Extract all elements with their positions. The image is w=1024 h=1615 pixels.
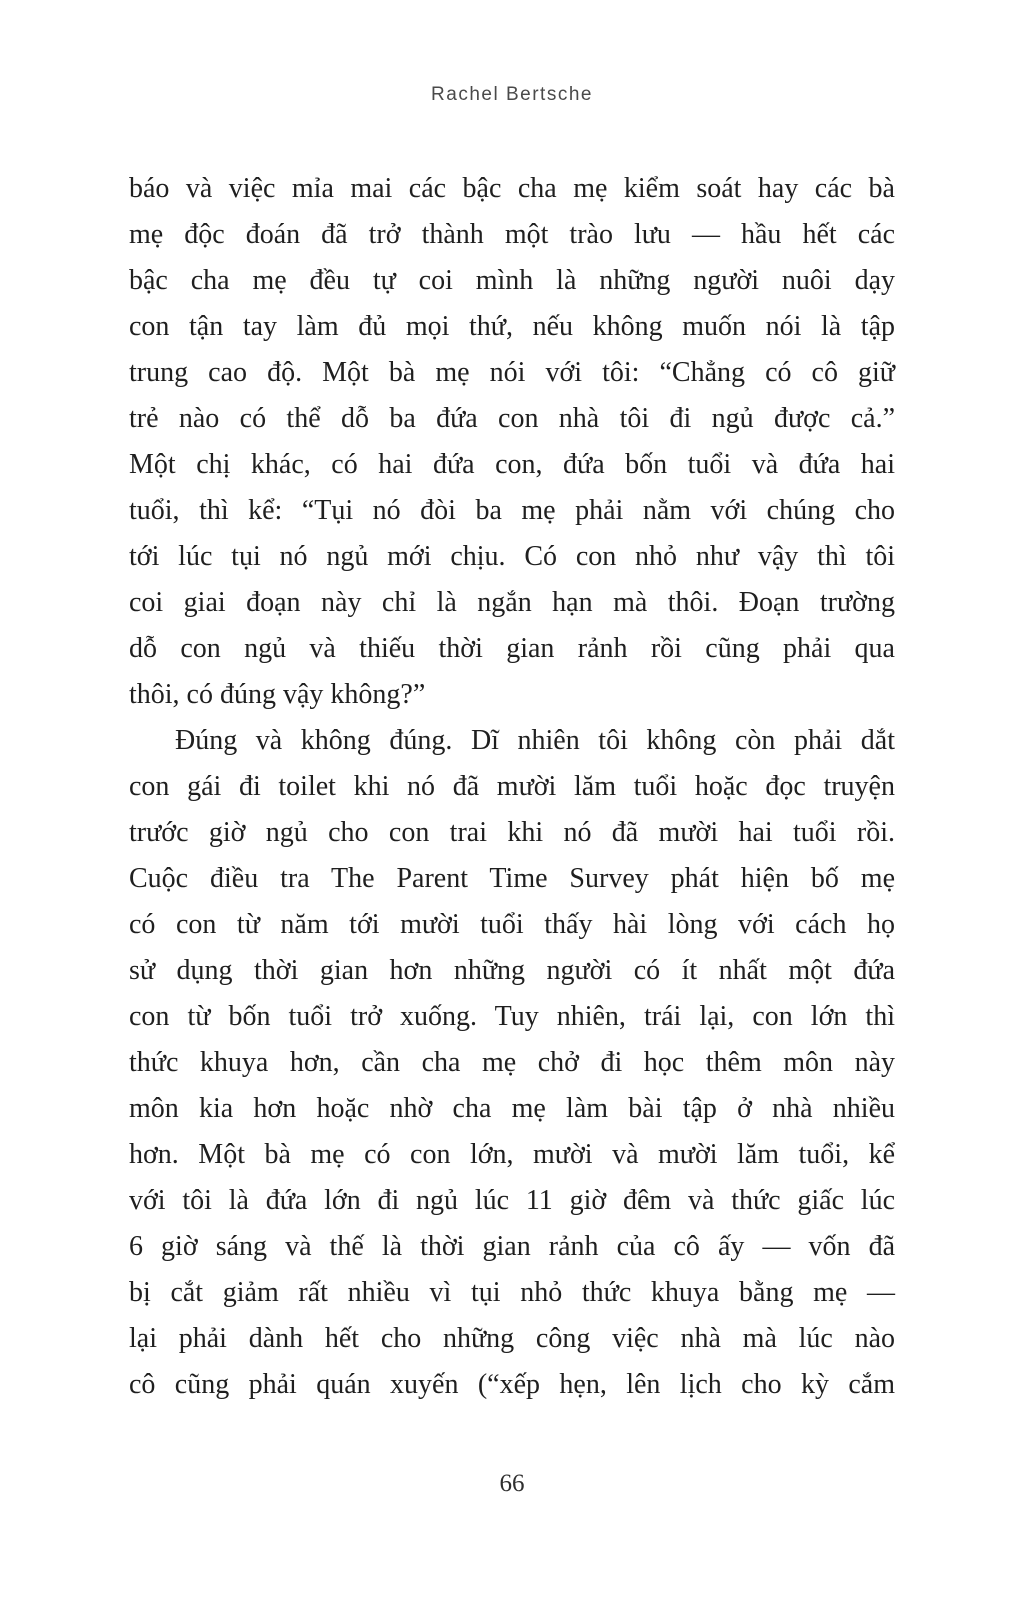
- text-line: tới lúc tụi nó ngủ mới chịu. Có con nhỏ như vậy thì tôi: [129, 541, 895, 572]
- text-line: con từ bốn tuổi trở xuống. Tuy nhiên, trái lại, con lớn thì: [129, 1001, 895, 1032]
- text-line: sử dụng thời gian hơn những người có ít nhất một đứa: [129, 955, 895, 986]
- text-line: môn kia hơn hoặc nhờ cha mẹ làm bài tập ở nhà nhiều: [129, 1093, 895, 1124]
- text-line: thức khuya hơn, cần cha mẹ chở đi học thêm môn này: [129, 1047, 895, 1078]
- text-line: Cuộc điều tra The Parent Time Survey phát hiện bố mẹ: [129, 863, 895, 894]
- text-line: con tận tay làm đủ mọi thứ, nếu không muốn nói là tập: [129, 311, 895, 342]
- text-line: mẹ độc đoán đã trở thành một trào lưu — hầu hết các: [129, 219, 895, 250]
- page-number: 66: [499, 1470, 525, 1497]
- body-text: [129, 166, 895, 1408]
- paragraph: [129, 166, 895, 718]
- paragraph: [129, 718, 895, 1408]
- text-line: tuổi, thì kể: “Tụi nó đòi ba mẹ phải nằm với chúng cho: [129, 495, 895, 526]
- text-line: trẻ nào có thể dỗ ba đứa con nhà tôi đi ngủ được cả.”: [129, 403, 895, 434]
- text-line: trung cao độ. Một bà mẹ nói với tôi: “Chẳng có cô giữ: [129, 357, 895, 388]
- text-line: báo và việc mỉa mai các bậc cha mẹ kiểm soát hay các bà: [129, 173, 895, 204]
- running-header: Rachel Bertsche: [431, 84, 593, 105]
- text-line: 6 giờ sáng và thế là thời gian rảnh của cô ấy — vốn đã: [129, 1231, 895, 1262]
- text-line: cô cũng phải quán xuyến (“xếp hẹn, lên lịch cho kỳ cắm: [129, 1369, 895, 1400]
- text-line: Một chị khác, có hai đứa con, đứa bốn tuổi và đứa hai: [129, 449, 895, 480]
- text-line: bị cắt giảm rất nhiều vì tụi nhỏ thức khuya bằng mẹ —: [129, 1277, 895, 1308]
- text-line: Đúng và không đúng. Dĩ nhiên tôi không còn phải dắt: [175, 725, 895, 756]
- text-line: coi giai đoạn này chỉ là ngắn hạn mà thôi. Đoạn trường: [129, 587, 895, 618]
- text-line: thôi, có đúng vậy không?”: [129, 679, 426, 710]
- text-line: con gái đi toilet khi nó đã mười lăm tuổi hoặc đọc truyện: [129, 771, 895, 802]
- text-line: hơn. Một bà mẹ có con lớn, mười và mười lăm tuổi, kể: [129, 1139, 895, 1170]
- text-line: dỗ con ngủ và thiếu thời gian rảnh rồi cũng phải qua: [129, 633, 895, 664]
- text-line: bậc cha mẹ đều tự coi mình là những người nuôi dạy: [129, 265, 895, 296]
- text-line: có con từ năm tới mười tuổi thấy hài lòng với cách họ: [129, 909, 895, 940]
- text-line: trước giờ ngủ cho con trai khi nó đã mười hai tuổi rồi.: [129, 817, 895, 848]
- text-line: với tôi là đứa lớn đi ngủ lúc 11 giờ đêm và thức giấc lúc: [129, 1185, 895, 1216]
- text-line: lại phải dành hết cho những công việc nhà mà lúc nào: [129, 1323, 895, 1354]
